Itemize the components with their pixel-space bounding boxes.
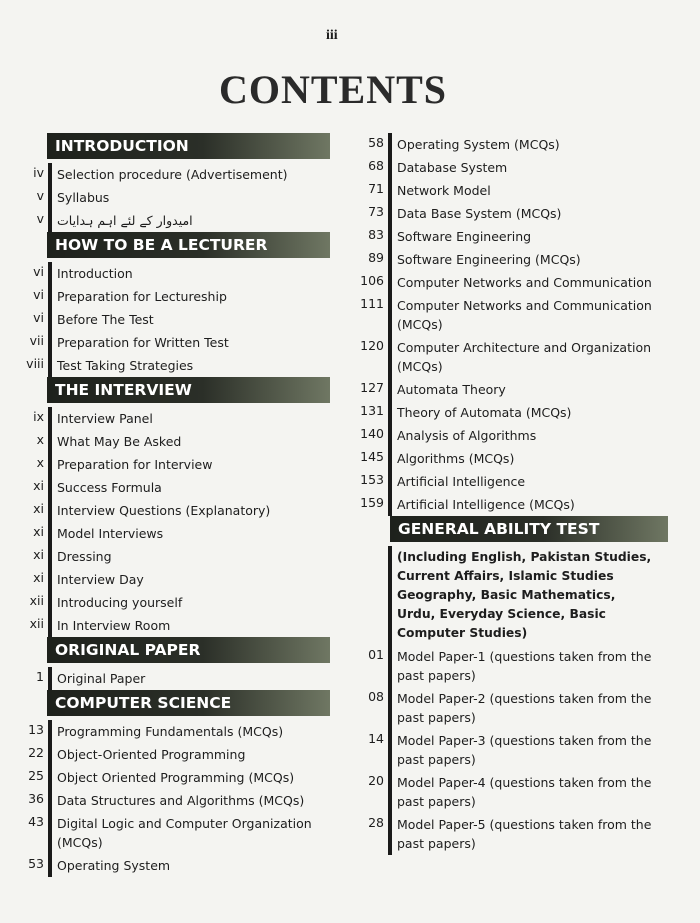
toc-entry-title: Dressing [48, 545, 317, 568]
toc-entry[interactable] [0, 720, 330, 743]
toc-page-number: 25 [28, 768, 44, 783]
toc-page-number: 43 [28, 814, 44, 829]
toc-entry[interactable] [348, 645, 668, 687]
toc-page-number: viii [26, 356, 44, 371]
toc-page-number: 111 [360, 296, 384, 311]
toc-page-number: 89 [368, 250, 384, 265]
toc-entry[interactable] [348, 546, 668, 645]
toc-page-number: v [36, 211, 44, 226]
toc-entry[interactable] [0, 407, 330, 430]
toc-entry-title: Programming Fundamentals (MCQs) [48, 720, 317, 743]
toc-entry-title: Interview Day [48, 568, 317, 591]
toc-entry-title: Preparation for Interview [48, 453, 317, 476]
toc-entry[interactable] [0, 209, 330, 232]
toc-entry-title: Introduction [48, 262, 317, 285]
toc-entry[interactable] [0, 743, 330, 766]
toc-entry-title: Analysis of Algorithms [388, 424, 655, 447]
toc-entry-title: Data Base System (MCQs) [388, 202, 655, 225]
contents-left-column [0, 133, 330, 877]
toc-page-number: 153 [360, 472, 384, 487]
toc-page-number: xii [29, 616, 44, 631]
toc-entry-title: Artificial Intelligence (MCQs) [388, 493, 655, 516]
toc-entry-title: Software Engineering (MCQs) [388, 248, 655, 271]
toc-entry-title: Model Paper-5 (questions taken from the past papers) [388, 813, 655, 855]
toc-page-number: v [36, 188, 44, 203]
toc-page-number: 08 [368, 689, 384, 704]
toc-page-number: 14 [368, 731, 384, 746]
toc-page-number: 83 [368, 227, 384, 242]
toc-entry[interactable] [348, 493, 668, 516]
toc-page-number: 140 [360, 426, 384, 441]
toc-entry-title: Digital Logic and Computer Organization (MCQs) [48, 812, 317, 854]
toc-entry[interactable] [348, 202, 668, 225]
toc-entry-title: Data Structures and Algorithms (MCQs) [48, 789, 317, 812]
toc-entry-title: Operating System [48, 854, 317, 877]
toc-entry[interactable] [0, 766, 330, 789]
toc-entry[interactable] [0, 186, 330, 209]
toc-entry-title: Computer Networks and Communication (MCQs) [388, 294, 655, 336]
section-note: (Including English, Pakistan Studies, Current Affairs, Islamic Studies Geography, Basic Mathematics, Urdu, Everyday Science, Basic Computer Studies) [388, 546, 655, 645]
toc-entry[interactable] [348, 225, 668, 248]
toc-page-number: 73 [368, 204, 384, 219]
toc-entry[interactable] [348, 378, 668, 401]
toc-entry[interactable] [0, 285, 330, 308]
toc-entry[interactable] [348, 729, 668, 771]
toc-entry[interactable] [348, 248, 668, 271]
toc-entry-title: Original Paper [48, 667, 317, 690]
toc-entry[interactable] [348, 156, 668, 179]
toc-page-number: vi [33, 264, 44, 279]
toc-page-number: vi [33, 310, 44, 325]
toc-entry[interactable] [348, 133, 668, 156]
toc-page-number: 71 [368, 181, 384, 196]
toc-page-number: 127 [360, 380, 384, 395]
toc-entry[interactable] [0, 789, 330, 812]
toc-entry[interactable] [0, 854, 330, 877]
toc-page-number: vii [29, 333, 44, 348]
toc-entry-title: Model Paper-2 (questions taken from the past papers) [388, 687, 655, 729]
toc-entry-title: Model Paper-4 (questions taken from the past papers) [388, 771, 655, 813]
toc-page-number: 131 [360, 403, 384, 418]
toc-entry[interactable] [0, 545, 330, 568]
toc-entry-title: Preparation for Lectureship [48, 285, 317, 308]
section-header-how-to-be-a-lecturer: HOW TO BE A LECTURER [47, 232, 330, 258]
toc-page-number: xi [33, 478, 44, 493]
toc-entry[interactable] [348, 687, 668, 729]
contents-right-column [348, 133, 668, 855]
toc-entry-title: Theory of Automata (MCQs) [388, 401, 655, 424]
toc-page-number: vi [33, 287, 44, 302]
toc-page-number: xi [33, 524, 44, 539]
toc-entry-title: Model Paper-1 (questions taken from the past papers) [388, 645, 655, 687]
toc-entry-title: Syllabus [48, 186, 317, 209]
section-header-computer-science: COMPUTER SCIENCE [47, 690, 330, 716]
section-header-original-paper: ORIGINAL PAPER [47, 637, 330, 663]
toc-entry-title: In Interview Room [48, 614, 317, 637]
toc-page-number: x [36, 432, 44, 447]
toc-entry-title: Computer Architecture and Organization (MCQs) [388, 336, 655, 378]
toc-page-number: ix [33, 409, 44, 424]
toc-page-number: xi [33, 547, 44, 562]
toc-page-number: 36 [28, 791, 44, 806]
toc-entry[interactable] [348, 179, 668, 202]
toc-entry[interactable] [348, 813, 668, 855]
toc-entry-title: Selection procedure (Advertisement) [48, 163, 317, 186]
toc-entry[interactable] [0, 354, 330, 377]
toc-entry-title: Interview Panel [48, 407, 317, 430]
toc-page-number: 13 [28, 722, 44, 737]
toc-page-number: xi [33, 570, 44, 585]
toc-page-number: 120 [360, 338, 384, 353]
toc-page-number: 01 [368, 647, 384, 662]
toc-page-number: 106 [360, 273, 384, 288]
toc-entry[interactable] [0, 453, 330, 476]
toc-entry[interactable] [0, 308, 330, 331]
toc-entry[interactable] [0, 331, 330, 354]
toc-entry[interactable] [0, 614, 330, 637]
toc-entry[interactable] [0, 568, 330, 591]
toc-entry[interactable] [0, 812, 330, 854]
toc-page-number: x [36, 455, 44, 470]
toc-entry[interactable] [0, 476, 330, 499]
toc-entry-title: Object Oriented Programming (MCQs) [48, 766, 317, 789]
toc-entry-title: What May Be Asked [48, 430, 317, 453]
toc-entry[interactable] [348, 447, 668, 470]
toc-entry[interactable] [348, 401, 668, 424]
toc-entry-title: امیدوار کے لئے اہم ہدایات [48, 209, 317, 232]
toc-entry-title: Automata Theory [388, 378, 655, 401]
section-header-introduction: INTRODUCTION [47, 133, 330, 159]
toc-entry[interactable] [348, 771, 668, 813]
toc-entry-title: Success Formula [48, 476, 317, 499]
toc-entry-title: Network Model [388, 179, 655, 202]
toc-entry[interactable] [0, 522, 330, 545]
toc-page-number: 58 [368, 135, 384, 150]
toc-entry-title: Before The Test [48, 308, 317, 331]
toc-entry[interactable] [348, 294, 668, 336]
toc-page-number: 68 [368, 158, 384, 173]
page-title: CONTENTS [218, 67, 448, 112]
toc-page-number: 1 [36, 669, 44, 684]
toc-entry[interactable] [348, 470, 668, 493]
toc-entry[interactable] [0, 262, 330, 285]
toc-page-number: 145 [360, 449, 384, 464]
toc-entry-title: Computer Networks and Communication [388, 271, 655, 294]
toc-entry[interactable] [0, 667, 330, 690]
toc-page-number: 159 [360, 495, 384, 510]
toc-page-number: 53 [28, 856, 44, 871]
toc-entry[interactable] [0, 591, 330, 614]
toc-entry[interactable] [0, 163, 330, 186]
toc-entry-title: Algorithms (MCQs) [388, 447, 655, 470]
toc-entry-title: Introducing yourself [48, 591, 317, 614]
toc-entry[interactable] [348, 424, 668, 447]
toc-page-number: 22 [28, 745, 44, 760]
toc-entry-title: Test Taking Strategies [48, 354, 317, 377]
toc-page-number: 28 [368, 815, 384, 830]
toc-entry-title: Database System [388, 156, 655, 179]
toc-page-number: xi [33, 501, 44, 516]
toc-entry-title: Object-Oriented Programming [48, 743, 317, 766]
toc-entry[interactable] [348, 271, 668, 294]
toc-entry-title: Artificial Intelligence [388, 470, 655, 493]
toc-entry-title: Software Engineering [388, 225, 655, 248]
toc-entry-title: Model Interviews [48, 522, 317, 545]
page-number: iii [326, 28, 338, 43]
toc-entry-title: Model Paper-3 (questions taken from the past papers) [388, 729, 655, 771]
toc-entry[interactable] [0, 430, 330, 453]
section-header-the-interview: THE INTERVIEW [47, 377, 330, 403]
toc-page-number: iv [33, 165, 44, 180]
toc-entry-title: Interview Questions (Explanatory) [48, 499, 317, 522]
section-header-general-ability-test: GENERAL ABILITY TEST [390, 516, 668, 542]
toc-entry-title: Operating System (MCQs) [388, 133, 655, 156]
toc-page-number: xii [29, 593, 44, 608]
toc-entry[interactable] [348, 336, 668, 378]
toc-entry[interactable] [0, 499, 330, 522]
toc-page-number: 20 [368, 773, 384, 788]
toc-entry-title: Preparation for Written Test [48, 331, 317, 354]
